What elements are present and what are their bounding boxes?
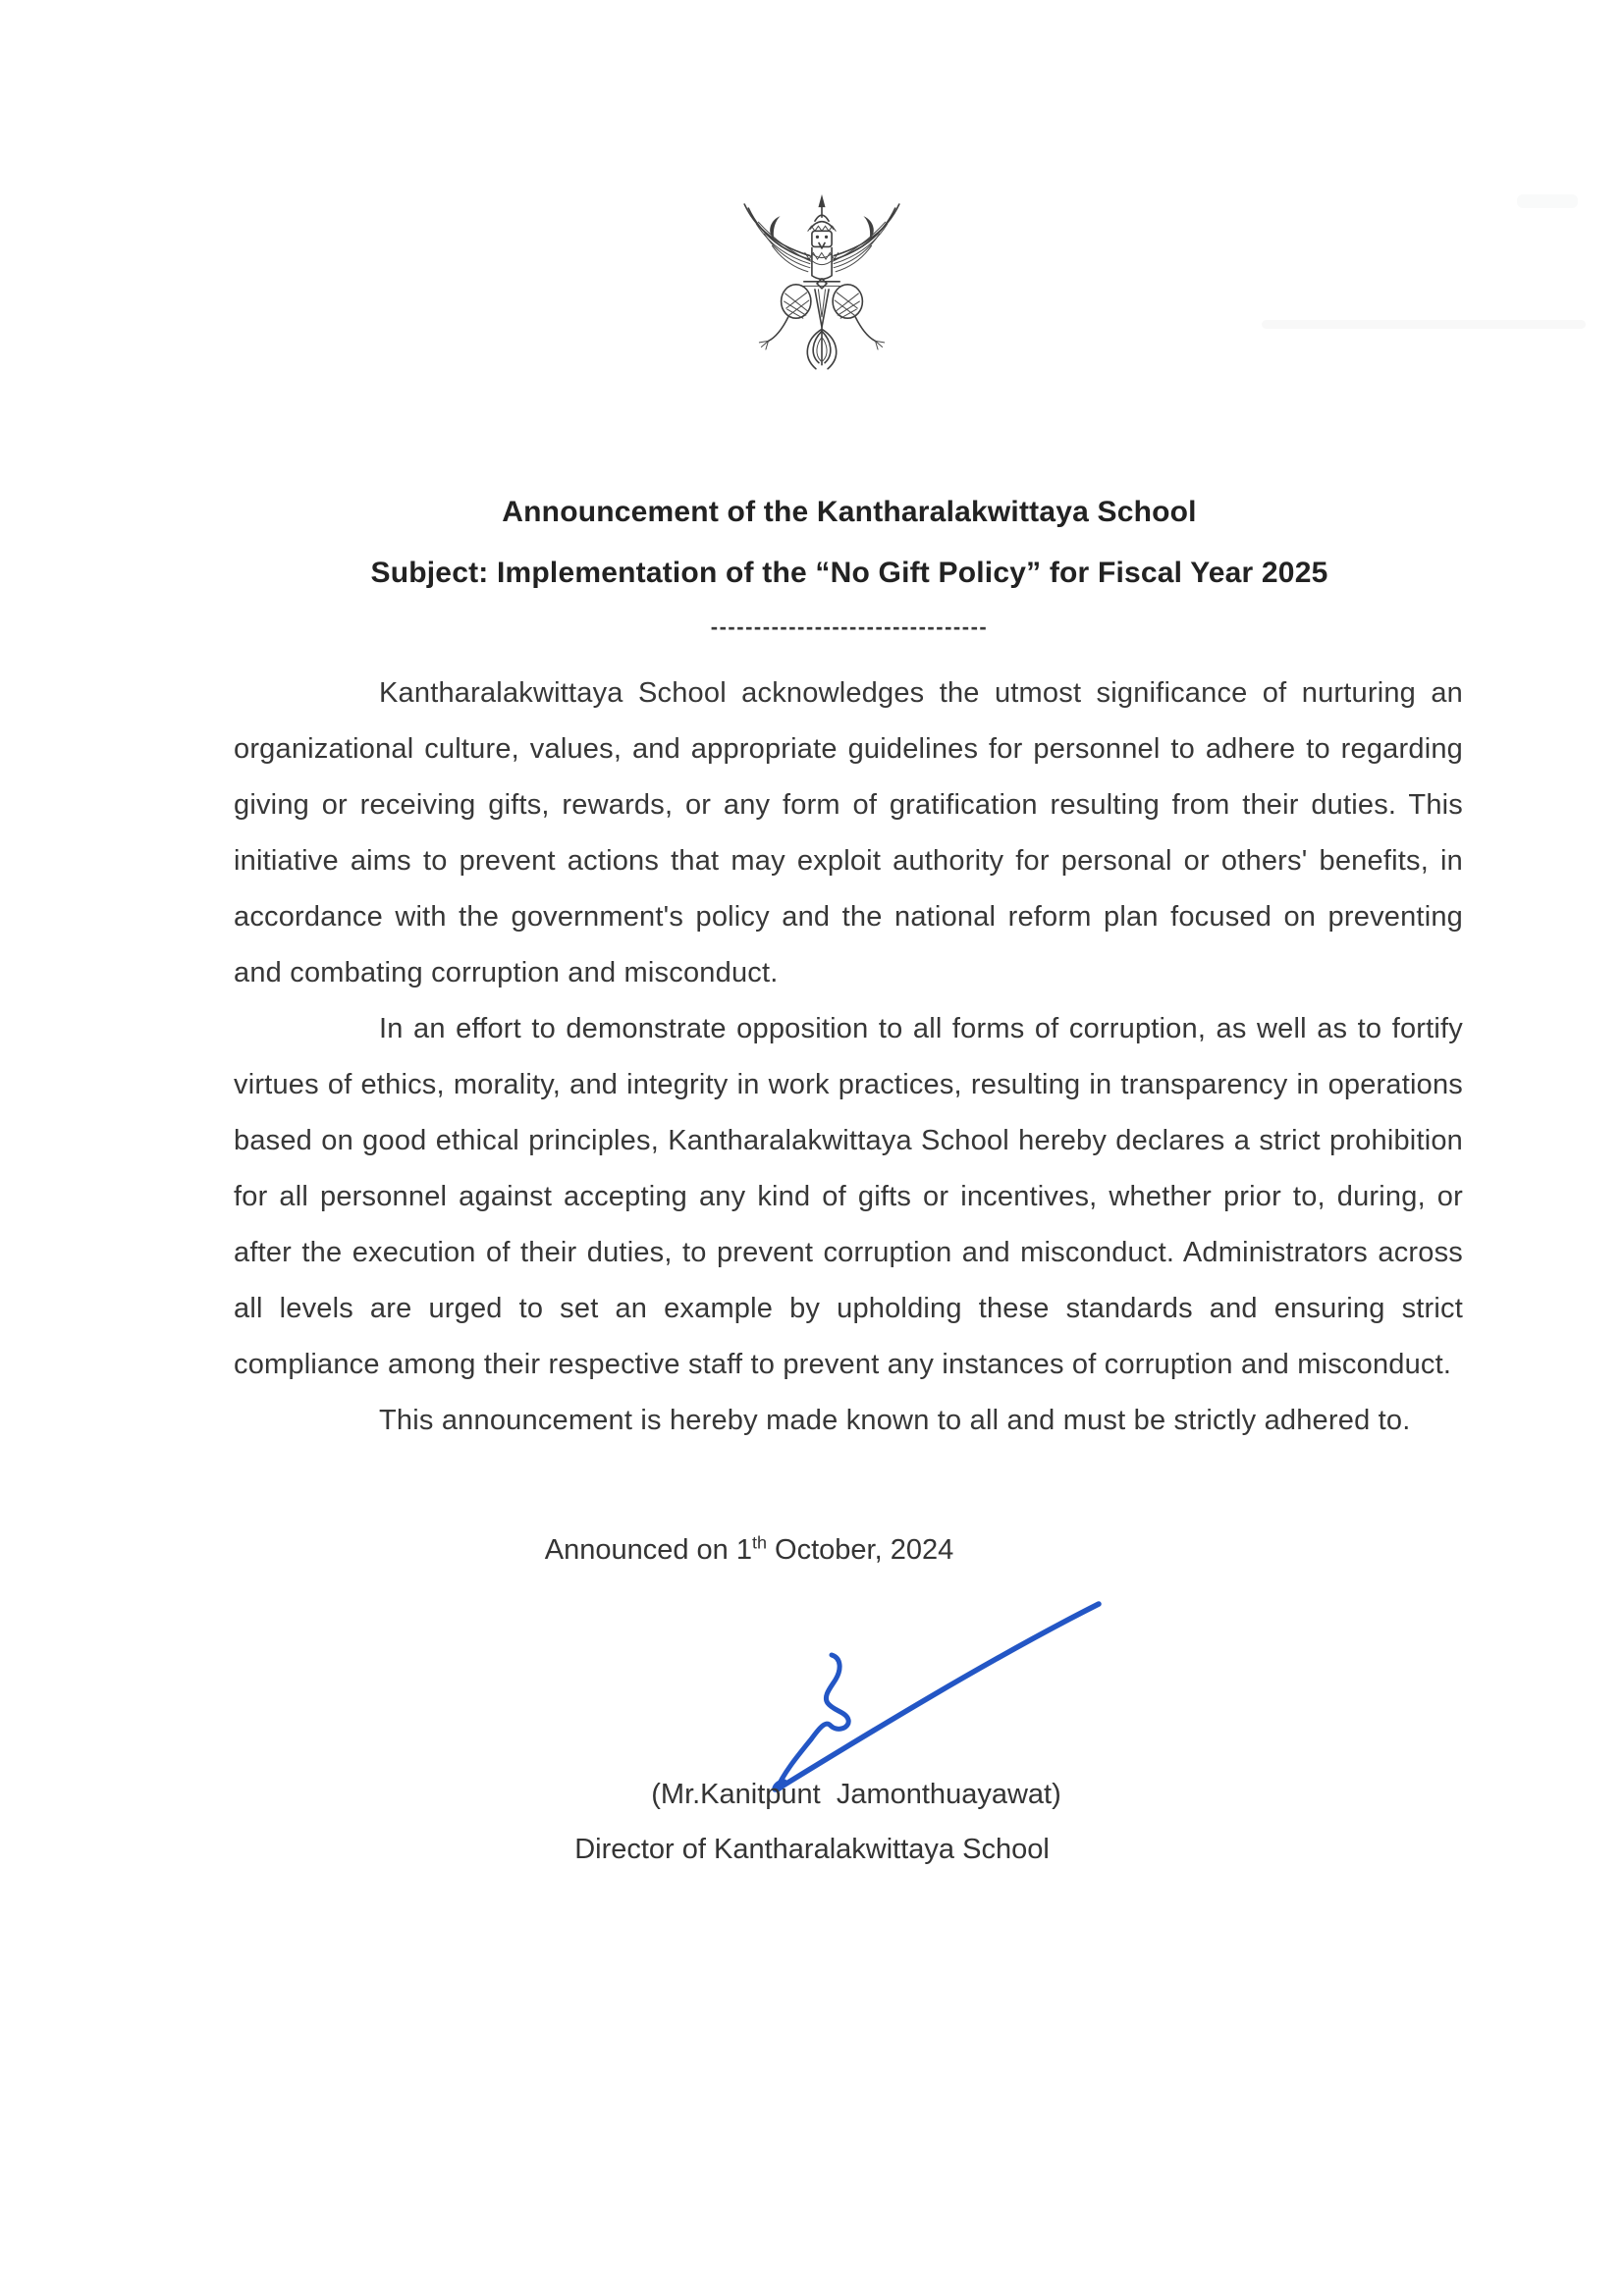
paragraph-2: In an effort to demonstrate opposition to all forms of corruption, as well as to fortify virtues of ethics, morality, and integrity in work practices, resulting in transparency in operations based on good ethical principles, Kantharalakwittaya School hereby declares a strict prohibition for all personnel against accepting any kind of gifts or incentives, whether prior to, during, or after the execution of their duties, to prevent corruption and misconduct. Administrators across all levels are urged to set an example by upholding these standards and ensuring strict compliance among their respective staff to prevent any instances of corruption and misconduct. (234, 1013, 1463, 1380)
announcement-title: Announcement of the Kantharalakwittaya School (502, 496, 1197, 528)
body-text (234, 666, 1463, 1449)
scan-artifact (1262, 320, 1586, 329)
divider-dashes: -------------------------------- (710, 614, 989, 639)
garuda-emblem-icon (723, 188, 921, 410)
subject-line: Subject: Implementation of the “No Gift Policy” for Fiscal Year 2025 (370, 557, 1328, 589)
scan-artifact (1517, 194, 1578, 208)
announcement-date (0, 1534, 1561, 1567)
date-ordinal-superscript: th (752, 1532, 767, 1553)
signatory-title: Director of Kantharalakwittaya School (574, 1834, 1050, 1865)
signatory-name: (Mr.Kanitpunt Jamonthuayawat) (651, 1779, 1061, 1810)
date-suffix: October, 2024 (767, 1534, 954, 1566)
date-prefix: Announced on 1 (544, 1534, 752, 1566)
paragraph-1: Kantharalakwittaya School acknowledges the utmost significance of nurturing an organizational culture, values, and appropriate guidelines for personnel to adhere to regarding giving or receiving gifts, rewards, or any form of gratification resulting from their duties. This initiative aims to prevent actions that may exploit authority for personal or others' benefits, in accordance with the government's policy and the national reform plan focused on preventing and combating corruption and misconduct. (234, 677, 1463, 988)
paragraph-3: This announcement is hereby made known to all and must be strictly adhered to. (379, 1405, 1411, 1436)
signature-ink (746, 1578, 1119, 1806)
